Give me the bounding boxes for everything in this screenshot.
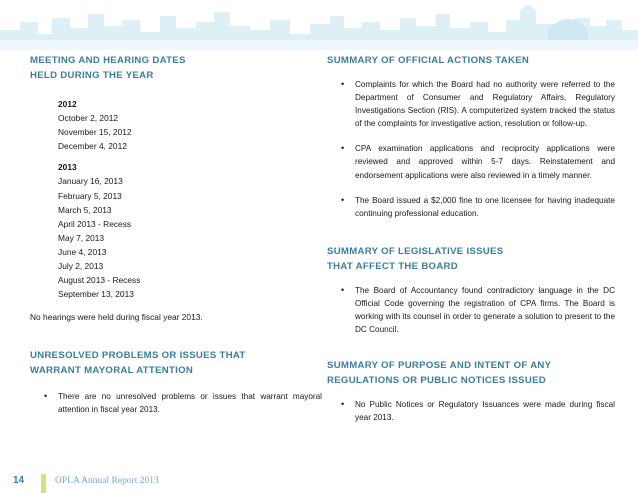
official-actions-list	[327, 78, 615, 220]
footer-accent-bar	[41, 474, 46, 493]
bullet-icon: •	[341, 194, 345, 205]
skyline-banner	[0, 0, 638, 50]
date-item: January 16, 2013	[58, 176, 123, 187]
meeting-heading-line-2: HELD DURING THE YEAR	[30, 70, 154, 81]
legislative-issues-list	[327, 284, 615, 336]
list-item	[327, 398, 615, 424]
report-title: OPLA Annual Report 2013	[55, 476, 159, 486]
purpose-heading-line-1: SUMMARY OF PURPOSE AND INTENT OF ANY	[327, 360, 552, 372]
date-item: September 13, 2013	[58, 289, 134, 300]
dates-2013	[58, 160, 322, 301]
unresolved-list	[30, 390, 322, 416]
official-actions-heading: SUMMARY OF OFFICIAL ACTIONS TAKEN	[327, 55, 530, 66]
bullet-icon: •	[44, 391, 48, 402]
date-item: April 2013 - Recess	[58, 218, 132, 229]
no-hearings-note: No hearings were held during fiscal year 2013.	[30, 312, 203, 323]
date-item: February 5, 2013	[58, 190, 122, 201]
list-item-text: Complaints for which the Board had no authority were referred to the Department of Consumer and Regulatory Affairs, Regulatory Investigations Section (RIS). A computerized system tracked the status of the complaints for investigative action, resolution or follow-up.	[355, 80, 615, 129]
date-item: August 2013 - Recess	[58, 275, 141, 286]
list-item-text: CPA examination applications and reciprocity applications were reviewed and approved within 5-7 days. Reinstatement and endorsement applications were also reviewed in a timely manner.	[355, 144, 615, 180]
purpose-intent-list	[327, 398, 615, 424]
date-item: November 15, 2012	[58, 127, 132, 138]
list-item	[327, 284, 615, 336]
year-2012-label: 2012	[58, 99, 77, 109]
list-item	[30, 390, 322, 416]
date-item: June 4, 2013	[58, 246, 107, 257]
list-item-text: There are no unresolved problems or issues that warrant mayoral attention in fiscal year 2013.	[58, 392, 322, 415]
date-item: July 2, 2013	[58, 261, 104, 272]
skyline-fade	[0, 40, 638, 50]
bullet-icon: •	[341, 79, 345, 89]
unresolved-heading	[30, 348, 322, 378]
list-item-text: No Public Notices or Regulatory Issuances were made during fiscal year 2013.	[355, 400, 615, 423]
left-column	[30, 53, 322, 417]
dates-2012	[58, 97, 322, 153]
year-2013-label: 2013	[58, 162, 77, 173]
list-item	[327, 194, 615, 220]
date-item: March 5, 2013	[58, 204, 112, 215]
list-item-text: The Board of Accountancy found contradictory language in the DC Official Code governing the registration of CPA firms. The Board is working with its counsel in order to generate a solution to present to the DC Council.	[355, 285, 615, 335]
unresolved-heading-line-1: UNRESOLVED PROBLEMS OR ISSUES THAT	[30, 350, 246, 362]
date-item: December 4, 2012	[58, 141, 127, 152]
right-column	[327, 53, 615, 424]
list-item	[327, 78, 615, 130]
date-item: October 2, 2012	[58, 113, 119, 124]
legislative-issues-heading	[327, 244, 615, 274]
page-number: 14	[13, 475, 25, 486]
page-footer	[0, 474, 638, 493]
list-item	[327, 142, 615, 181]
date-item: May 7, 2013	[58, 232, 105, 243]
legislative-heading-line-1: SUMMARY OF LEGISLATIVE ISSUES	[327, 245, 504, 257]
bullet-icon: •	[341, 284, 345, 295]
unresolved-heading-line-2: WARRANT MAYORAL ATTENTION	[30, 365, 194, 377]
bullet-icon: •	[341, 399, 345, 410]
meeting-dates-heading	[30, 53, 322, 83]
meeting-heading-line-1: MEETING AND HEARING DATES	[30, 55, 186, 66]
purpose-heading-line-2: REGULATIONS OR PUBLIC NOTICES ISSUED	[327, 375, 547, 387]
legislative-heading-line-2: THAT AFFECT THE BOARD	[327, 260, 459, 272]
purpose-intent-heading	[327, 358, 615, 388]
list-item-text: The Board issued a $2,000 fine to one licensee for having inadequate continuing professional education.	[355, 195, 615, 218]
bullet-icon: •	[341, 143, 345, 154]
